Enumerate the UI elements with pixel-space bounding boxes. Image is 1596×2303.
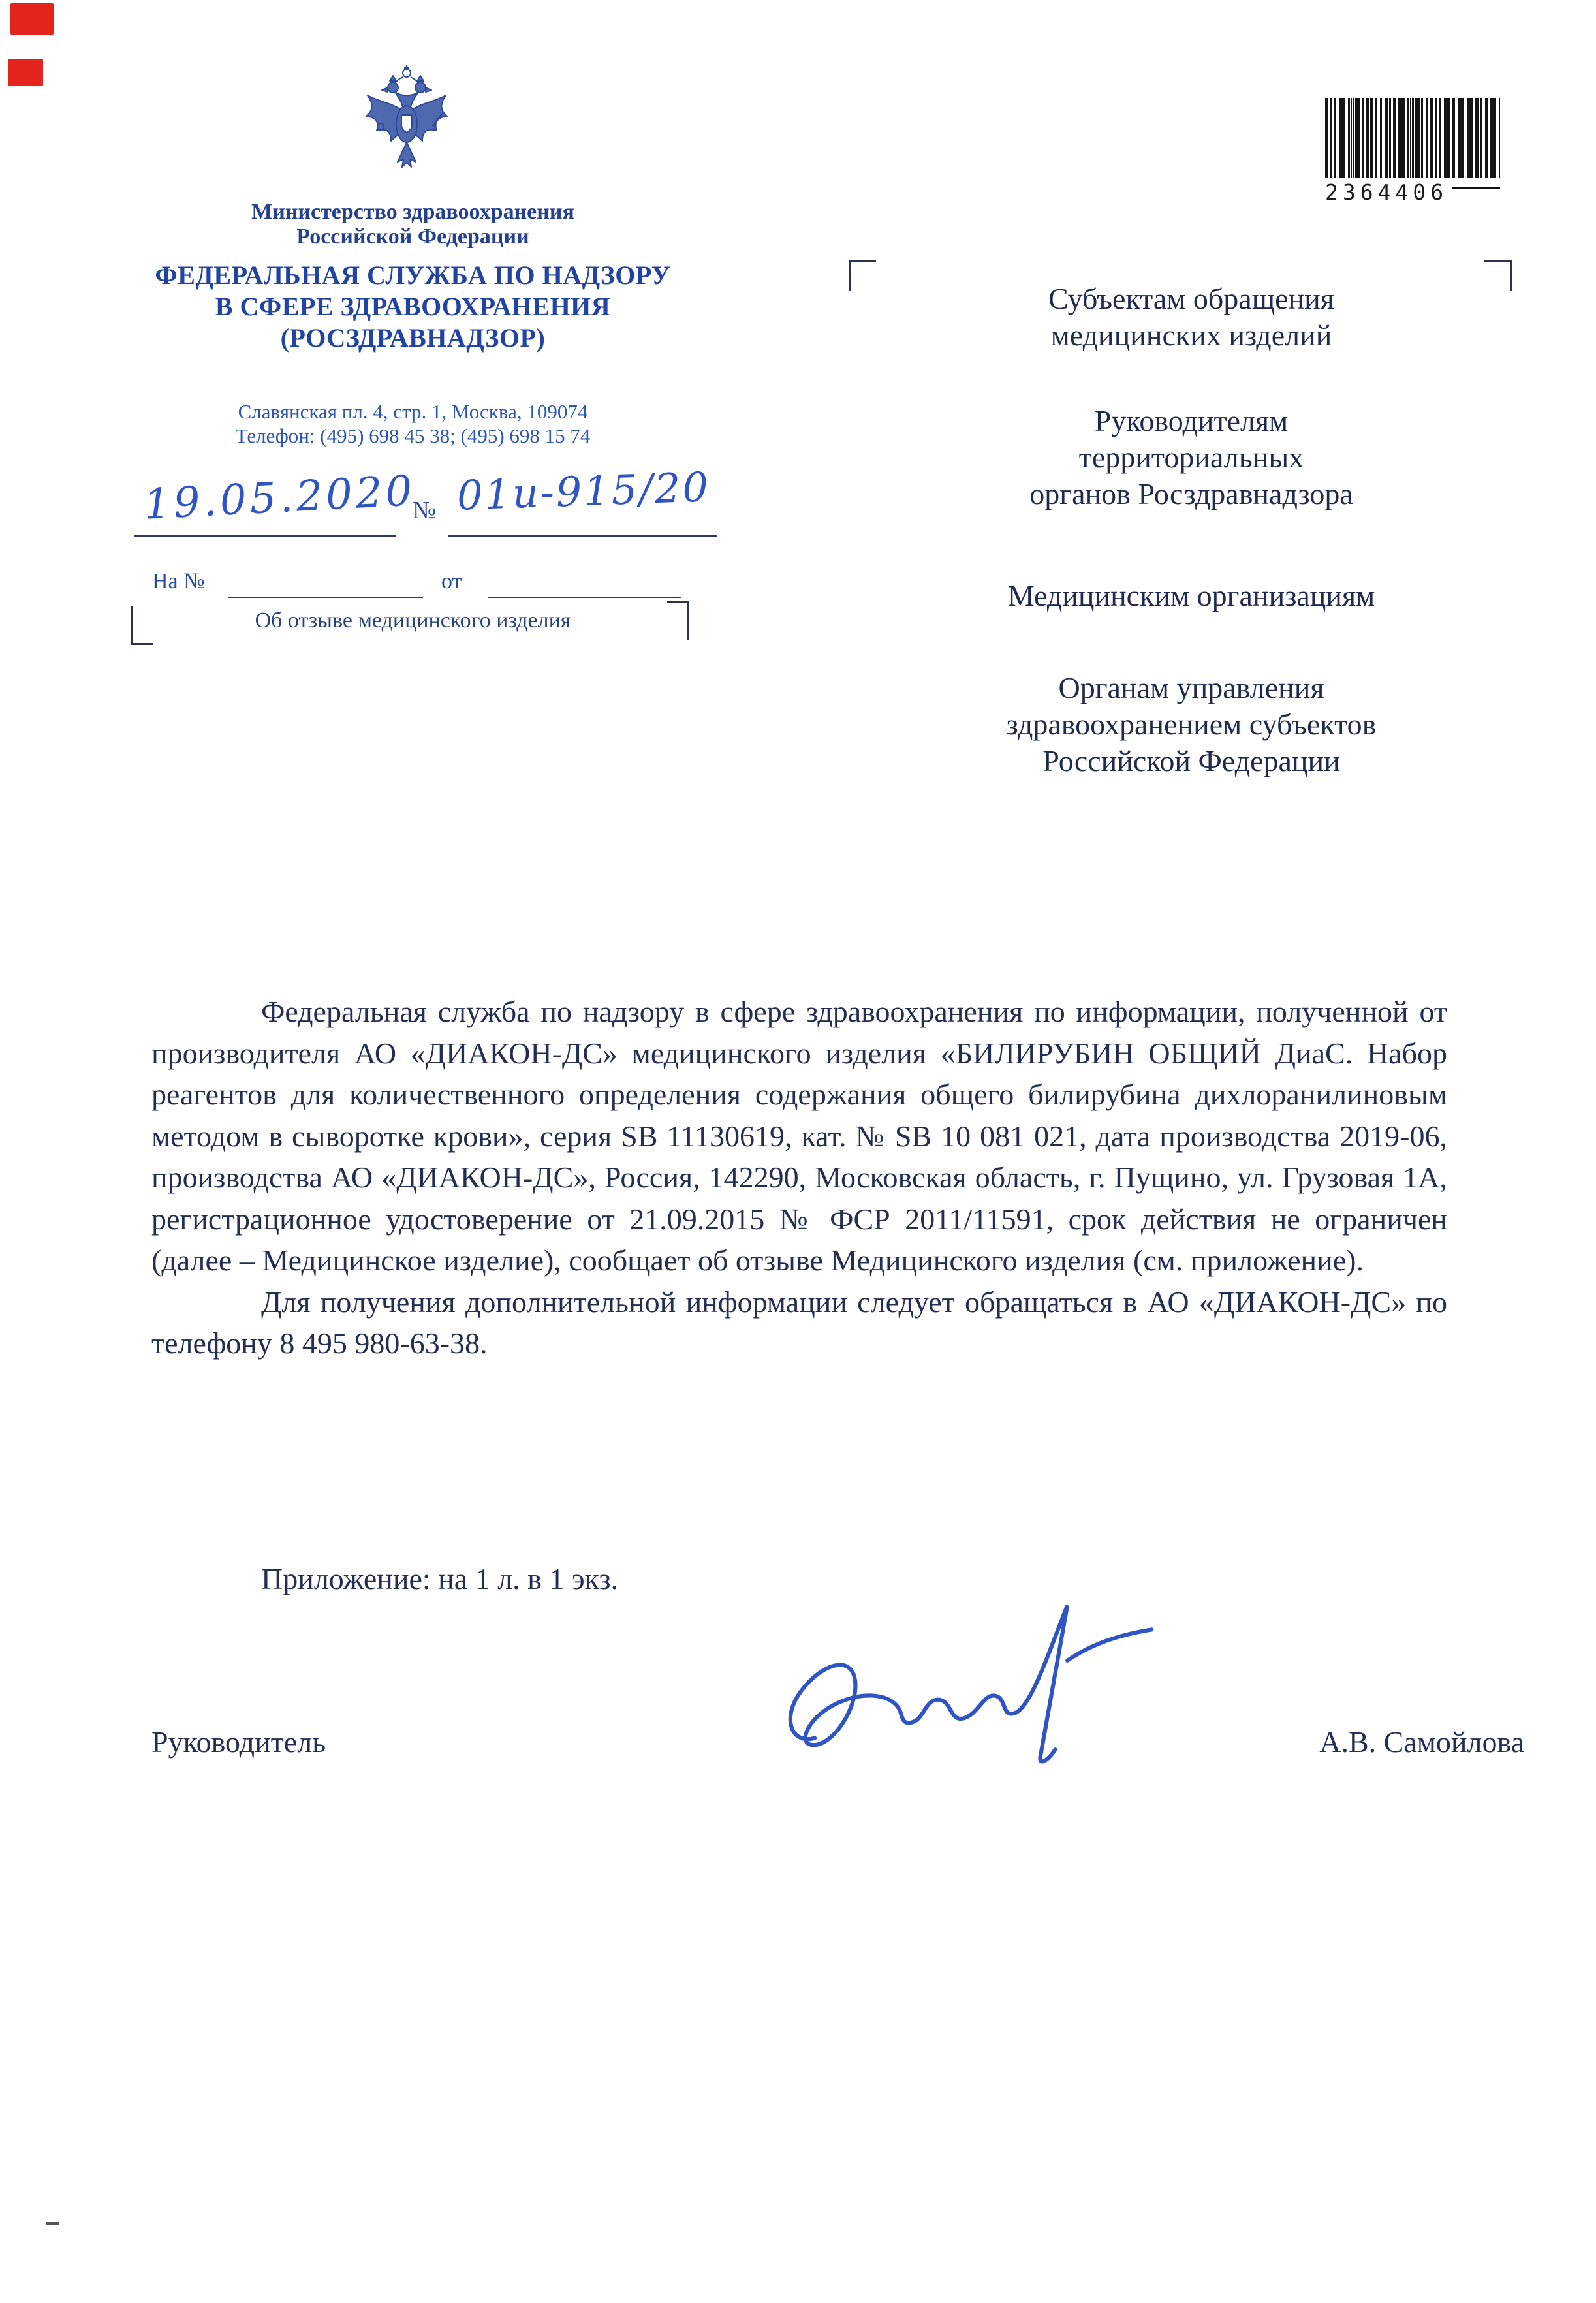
attachment-note: Приложение: на 1 л. в 1 экз. [261,1562,619,1595]
date-underline [134,535,396,537]
handwritten-date: 19.05.2020 [142,467,417,529]
number-underline [448,535,717,537]
recipient-line: Субъектам обращения [1048,282,1334,315]
scan-artifact-dash [46,2222,59,2225]
recipient [862,281,1521,354]
agency-name-line: (РОСЗДРАВНАДЗОР) [280,323,546,352]
handwritten-signature [751,1580,1168,1802]
corner-mark [667,601,689,640]
recipient-line: Медицинским организациям [1007,579,1375,612]
reply-date-underline [488,597,681,598]
recipient-line: Руководителям [1094,404,1289,437]
signer-position: Руководитель [151,1725,326,1759]
recipient-line: органов Росздравнадзора [1029,477,1353,510]
recipient-line: здравоохранением субъектов [1006,708,1377,741]
ministry-name-line: Министерство здравоохранения [251,200,574,224]
recipient [862,670,1521,779]
reply-to-label: На № [152,569,205,593]
agency-name-line: В СФЕРЕ ЗДРАВООХРАНЕНИЯ [215,292,611,321]
number-sign: № [413,497,437,524]
agency-name [117,260,708,354]
signer-name: А.В. Самойлова [1319,1725,1524,1759]
agency-address: Славянская пл. 4, стр. 1, Москва, 109074 [238,400,588,423]
handwritten-doc-number: 01и-915/20 [456,463,712,520]
reply-number-underline [228,597,423,598]
barcode [1325,98,1500,205]
recipient-line: Российской Федерации [1042,744,1340,777]
scan-artifact-red-mark [8,59,43,86]
barcode-icon [1325,98,1500,178]
recipient [862,578,1521,614]
letter-body [151,991,1447,1364]
ministry-name-line: Российской Федерации [296,225,529,249]
recipient-line: территориальных [1078,441,1304,474]
agency-phone: Телефон: (495) 698 45 38; (495) 698 15 74 [235,424,591,447]
reply-from-label: от [441,569,462,593]
letter-subject: Об отзыве медицинского изделия [255,608,571,633]
recipient-line: Органам управления [1058,671,1324,704]
agency-contact-block [117,400,708,448]
recipient [862,403,1521,512]
ministry-name [117,200,708,249]
agency-name-line: ФЕДЕРАЛЬНАЯ СЛУЖБА ПО НАДЗОРУ [155,260,671,290]
recipient-line: медицинских изделий [1050,319,1332,352]
recipients-block [862,281,1521,779]
body-paragraph: Федеральная служба по надзору в сфере здравоохранения по информации, полученной от производителя АО «ДИАКОН-ДС» медицинского изделия «БИЛИРУБИН ОБЩИЙ ДиаС. Набор реагентов для количественного определения содержания общего билирубина дихлоранилиновым методом в сыворотке крови», серия SB 11130619, кат. № SB 10 081 021, дата производства 2019-06, производства АО «ДИАКОН-ДС», Россия, 142290, Московская область, г. Пущино, ул. Грузовая 1А, регистрационное удостоверение от 21.09.2015 № ФСР 2011/11591, срок действия не ограничен (далее – Медицинское изделие), сообщает об отзыве Медицинского изделия (см. приложение). [151,995,1447,1277]
corner-mark [131,606,153,645]
coat-of-arms-icon [361,64,452,195]
barcode-number: 2364406 [1325,180,1500,205]
scan-artifact-red-mark [10,3,54,35]
body-paragraph: Для получения дополнительной информации следует обращаться в АО «ДИАКОН-ДС» по телефону 8 495 980-63-38. [151,1285,1447,1360]
